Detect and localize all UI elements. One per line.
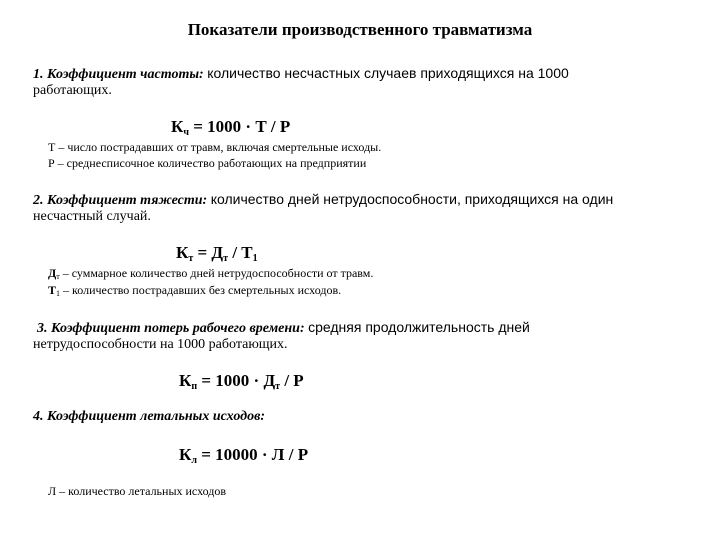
formula-subscript: ч [183,127,189,138]
note-dt-definition [48,266,373,284]
formula-subscript: т [188,253,194,264]
formula-subscript: л [191,455,197,466]
note-text: – количество пострадавших без смертельных исходов. [63,283,342,297]
section-4-heading [33,408,265,426]
section-4-number: 4. [33,409,44,424]
formula-fatality [179,445,308,466]
formula-expression-b: / Т [232,243,253,262]
section-3-name: Коэффициент потерь рабочего времени: [51,321,305,336]
formula-expression: = 10000 · Л / Р [201,445,309,464]
section-2-number: 2. [33,193,44,208]
section-1-number: 1. [33,67,44,82]
note-subscript: т [56,272,60,281]
formula-symbol: К [179,445,192,464]
note-symbol: Т [48,283,57,297]
formula-symbol: К [171,117,184,136]
section-3-heading [37,318,530,338]
note-t-definition: Т – число пострадавших от травм, включая смертельные исходы. [48,140,382,154]
section-1-heading [33,64,569,84]
note-subscript: 1 [56,289,61,298]
formula-symbol: К [176,243,189,262]
formula-expression-a: = 1000 · Д [201,371,276,390]
formula-subscript: т [223,253,229,264]
note-l-definition: Л – количество летальных исходов [48,484,227,498]
section-1-desc: количество несчастных случаев приходящихся на 1000 [207,65,569,81]
section-2-desc-cont: несчастный случай. [33,209,151,224]
section-3-desc-cont: нетрудоспособности на 1000 работающих. [33,337,288,352]
formula-symbol: К [179,371,192,390]
section-2-heading [33,190,613,210]
section-3-desc: средняя продолжительность дней [308,319,530,335]
formula-time-loss [179,371,304,392]
formula-subscript: п [191,381,198,392]
note-p-definition: Р – среднесписочное количество работающих на предприятии [48,156,367,170]
section-4-name: Коэффициент летальных исходов: [47,409,265,424]
note-text: – суммарное количество дней нетрудоспособности от травм. [62,266,374,280]
formula-expression-b: / Р [284,371,304,390]
section-1-desc-cont: работающих. [33,83,112,98]
formula-subscript: т [275,381,281,392]
note-t1-definition [48,283,341,301]
section-2-desc: количество дней нетрудоспособности, приходящихся на один [210,191,614,207]
formula-subscript: 1 [252,253,258,264]
formula-severity [176,243,258,264]
formula-expression-a: = Д [197,243,224,262]
note-symbol: Д [48,266,57,280]
section-1-name: Коэффициент частоты: [47,67,204,82]
page-title: Показатели производственного травматизма [187,20,533,39]
formula-expression: = 1000 · Т / Р [193,117,291,136]
section-3-number: 3. [37,321,48,336]
formula-frequency [171,117,290,138]
section-2-name: Коэффициент тяжести: [47,193,208,208]
